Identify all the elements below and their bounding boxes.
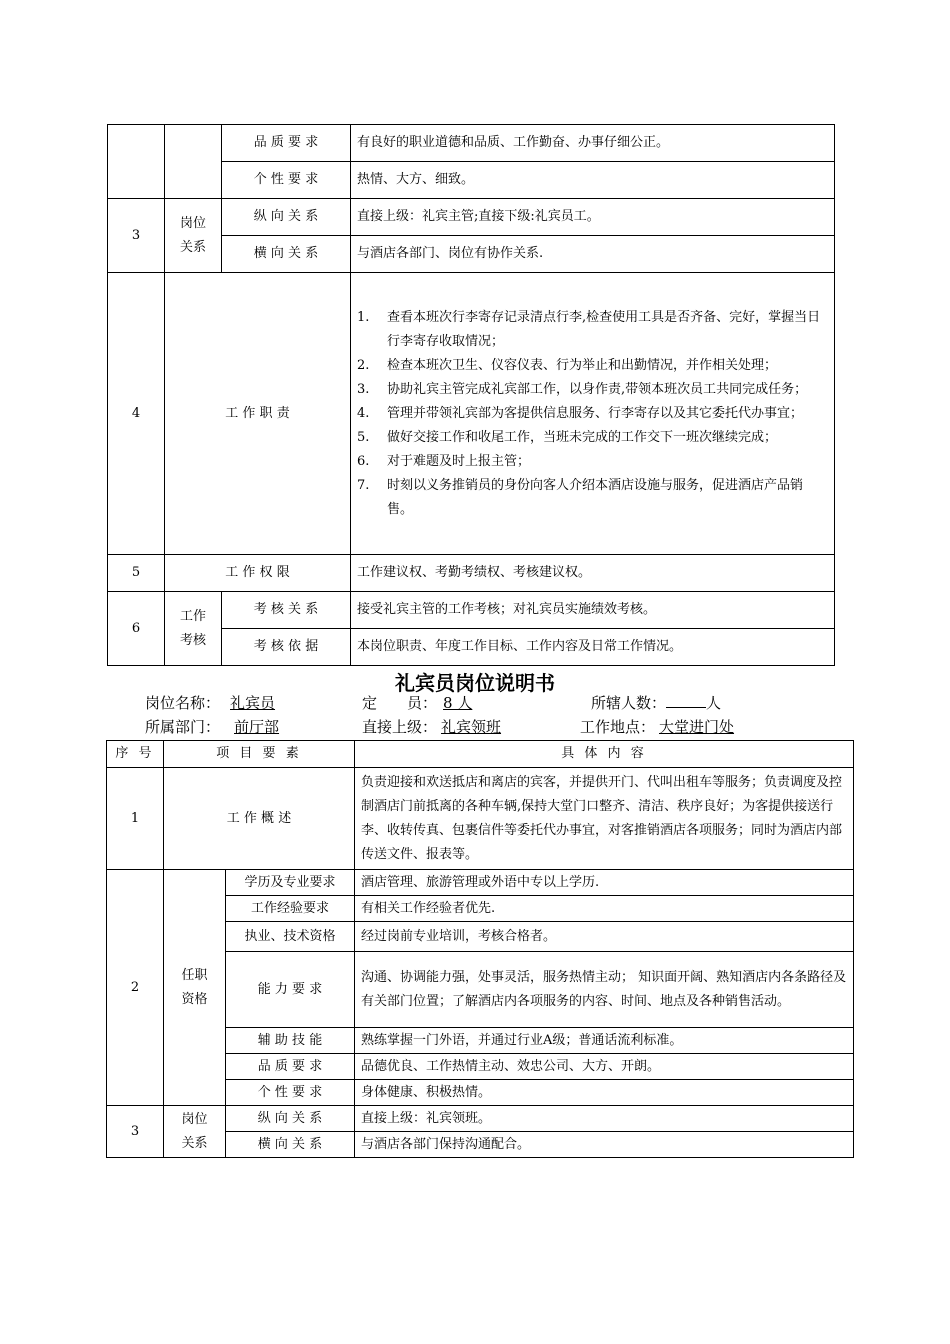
- section-label: 工 作 概 述: [164, 768, 355, 870]
- superior-value: 礼宾领班: [441, 718, 502, 736]
- superior-field: [362, 717, 541, 737]
- post-name-field: [145, 693, 281, 713]
- table-row: [107, 1106, 854, 1132]
- row-content: 身体健康、积极热情。: [355, 1080, 854, 1106]
- subordinates-label: 所辖人数：: [591, 694, 667, 712]
- page-title: 礼宾员岗位说明书: [395, 671, 555, 695]
- row-label: 考 核 关 系: [222, 592, 351, 629]
- row-label: 品 质 要 求: [222, 125, 351, 162]
- section-number: 3: [107, 1106, 164, 1158]
- section-number: 5: [108, 555, 165, 592]
- headcount-field: [362, 693, 476, 713]
- row-label: 执业、技术资格: [226, 922, 355, 952]
- headcount-label: 定 员：: [362, 694, 438, 712]
- row-label: 个 性 要 求: [226, 1080, 355, 1106]
- subordinates-blank: [666, 693, 706, 708]
- list-item: 6. 对于难题及时上报主管；: [357, 453, 531, 469]
- header-content: 具 体 内 容: [355, 741, 854, 768]
- list-item: 4. 管理并带领礼宾部为客提供信息服务、行李寄存以及其它委托代办事宜；: [357, 405, 804, 421]
- row-content: 品德优良、工作热情主动、效忠公司、大方、开朗。: [355, 1054, 854, 1080]
- superior-label: 直接上级：: [362, 718, 438, 736]
- row-content: 热情、大方、细致。: [351, 162, 835, 199]
- section-label: 工 作 权 限: [165, 555, 351, 592]
- row-content: 酒店管理、旅游管理或外语中专以上学历.: [355, 870, 854, 896]
- table-row: [108, 162, 835, 199]
- post-name-label: 岗位名称：: [145, 694, 221, 712]
- post-name-value: 礼宾员: [230, 694, 276, 712]
- section-category: 工作考核: [165, 592, 222, 666]
- list-item: 1. 查看本班次行李寄存记录清点行李,检查使用工具是否齐备、完好，掌握当日行李寄存收取情况；: [357, 309, 821, 349]
- row-content: 沟通、协调能力强，处事灵活，服务热情主动； 知识面开阔、熟知酒店内各条路径及有关部门位置；了解酒店内各项服务的内容、时间、地点及各种销售活动。: [355, 952, 854, 1028]
- location-value: 大堂进门处: [659, 718, 735, 736]
- row-content: 有相关工作经验者优先.: [355, 896, 854, 922]
- previous-job-table: [107, 124, 835, 666]
- section-label: 工 作 职 责: [165, 273, 351, 555]
- row-label: 学历及专业要求: [226, 870, 355, 896]
- row-label: 辅 助 技 能: [226, 1028, 355, 1054]
- section-number: 4: [108, 273, 165, 555]
- row-content: 负责迎接和欢送抵店和离店的宾客，并提供开门、代叫出租车等服务；负责调度及控制酒店门前抵离的各种车辆,保持大堂门口整齐、清洁、秩序良好；为客提供接送行李、收转传真、包裹信件等委托代办事宜，对客推销酒店各项服务；同时为酒店内部传送文件、报表等。: [355, 768, 854, 870]
- row-label: 纵 向 关 系: [222, 199, 351, 236]
- row-label: 考 核 依 据: [222, 629, 351, 666]
- row-content: 工作建议权、考勤考绩权、考核建议权。: [351, 555, 835, 592]
- header-num: 序 号: [107, 741, 164, 768]
- table-row: [108, 199, 835, 236]
- table-row: [108, 273, 835, 555]
- row-content: 接受礼宾主管的工作考核；对礼宾员实施绩效考核。: [351, 592, 835, 629]
- row-label: 品 质 要 求: [226, 1054, 355, 1080]
- dept-value: 前厅部: [234, 718, 280, 736]
- row-label: 工作经验要求: [226, 896, 355, 922]
- table-row: [108, 555, 835, 592]
- list-item: 2. 检查本班次卫生、仪容仪表、行为举止和出勤情况，并作相关处理；: [357, 357, 778, 373]
- table-row: [107, 768, 854, 870]
- table-row: [108, 125, 835, 162]
- section-category: 任职资格: [164, 870, 226, 1106]
- row-content: 与酒店各部门保持沟通配合。: [355, 1132, 854, 1158]
- section-number: 1: [107, 768, 164, 870]
- list-item: 5. 做好交接工作和收尾工作，当班未完成的工作交下一班次继续完成；: [357, 429, 778, 445]
- row-label: 横 向 关 系: [226, 1132, 355, 1158]
- section-category: 岗位关系: [165, 199, 222, 273]
- job-description-table: [106, 740, 854, 1158]
- row-content: 本岗位职责、年度工作目标、工作内容及日常工作情况。: [351, 629, 835, 666]
- header-item: 项 目 要 素: [164, 741, 355, 768]
- table-row: [107, 870, 854, 896]
- row-label: 能 力 要 求: [226, 952, 355, 1028]
- row-content: 与酒店各部门、岗位有协作关系.: [351, 236, 835, 273]
- table-header-row: [107, 741, 854, 768]
- row-content: 直接上级：礼宾主管;直接下级:礼宾员工。: [351, 199, 835, 236]
- duties-cell: [351, 273, 835, 555]
- subordinates-unit: 人: [706, 694, 722, 712]
- duties-list: [357, 306, 828, 522]
- dept-field: [145, 717, 283, 737]
- location-label: 工作地点：: [580, 718, 656, 736]
- list-item: 3. 协助礼宾主管完成礼宾部工作，以身作责,带领本班次员工共同完成任务；: [357, 381, 808, 397]
- row-label: 横 向 关 系: [222, 236, 351, 273]
- row-content: 有良好的职业道德和品质、工作勤奋、办事仔细公正。: [351, 125, 835, 162]
- dept-label: 所属部门：: [145, 718, 221, 736]
- row-label: 纵 向 关 系: [226, 1106, 355, 1132]
- headcount-value: 8 人: [443, 694, 473, 712]
- subordinates-field: [591, 693, 721, 713]
- row-content: 直接上级：礼宾领班。: [355, 1106, 854, 1132]
- section-number: 6: [108, 592, 165, 666]
- section-number: 2: [107, 870, 164, 1106]
- location-field: [580, 717, 734, 737]
- table-row: [108, 592, 835, 629]
- row-label: 个 性 要 求: [222, 162, 351, 199]
- section-number: 3: [108, 199, 165, 273]
- row-content: 经过岗前专业培训，考核合格者。: [355, 922, 854, 952]
- row-content: 熟练掌握一门外语，并通过行业A级；普通话流利标准。: [355, 1028, 854, 1054]
- section-category: 岗位关系: [164, 1106, 226, 1158]
- list-item: 7. 时刻以义务推销员的身份向客人介绍本酒店设施与服务，促进酒店产品销售。: [357, 477, 804, 517]
